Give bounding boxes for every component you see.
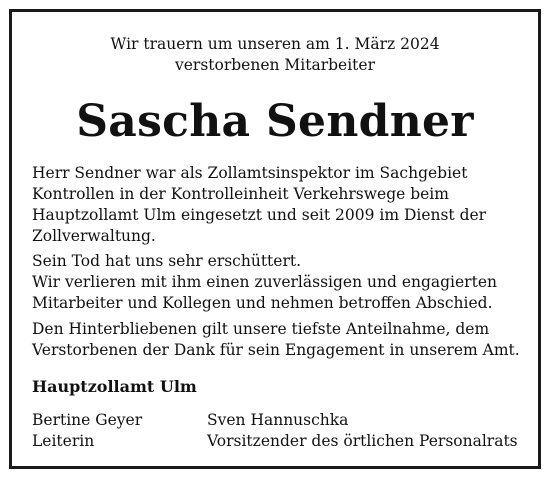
- career-line: Herr Sendner war als Zollamtsinspektor im Sachgebiet: [32, 164, 468, 182]
- intro-line-2: verstorbenen Mitarbeiter: [175, 56, 375, 74]
- intro-line-1: Wir trauern um unseren am 1. März 2024: [110, 35, 440, 53]
- condolence-line: Verstorbenen der Dank für sein Engagement in unserem Amt.: [32, 341, 520, 359]
- deceased-name: Sascha Sendner: [76, 96, 474, 147]
- career-line: Kontrollen in der Kontrolleinheit Verkehrswege beim: [32, 185, 449, 203]
- organization-name: Hauptzollamt Ulm: [32, 377, 197, 396]
- signatory-1: [32, 410, 142, 452]
- condolence-line: Den Hinterbliebenen gilt unsere tiefste Anteilnahme, dem: [32, 320, 490, 338]
- obituary-notice: [9, 9, 541, 469]
- signatory-name: Bertine Geyer: [32, 411, 143, 429]
- career-line: Hauptzollamt Ulm eingesetzt und seit 2009 im Dienst der: [32, 206, 487, 224]
- signatory-role: Leiterin: [32, 432, 95, 450]
- intro-text: [12, 34, 538, 76]
- grief-paragraph: [32, 251, 528, 314]
- signatory-name: Sven Hannuschka: [207, 411, 349, 429]
- signatory-2: [207, 410, 518, 452]
- condolence-paragraph: [32, 319, 528, 361]
- grief-line: Sein Tod hat uns sehr erschüttert.: [32, 252, 302, 270]
- grief-line: Wir verlieren mit ihm einen zuverlässigen und engagierten: [32, 273, 497, 291]
- career-paragraph: [32, 163, 528, 247]
- grief-line: Mitarbeiter und Kollegen und nehmen betroffen Abschied.: [32, 294, 493, 312]
- career-line: Zollverwaltung.: [32, 227, 156, 245]
- signatory-role: Vorsitzender des örtlichen Personalrats: [207, 432, 518, 450]
